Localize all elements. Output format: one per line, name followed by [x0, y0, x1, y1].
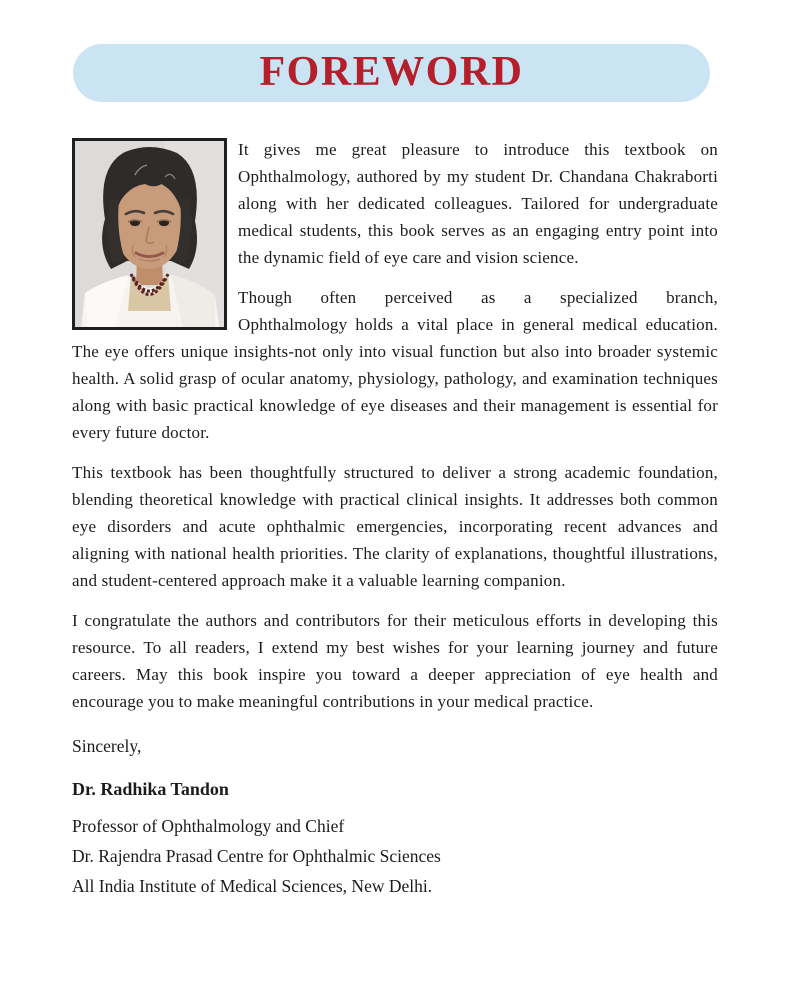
signature-institution-aiims: All India Institute of Medical Sciences, New Delhi.: [72, 876, 433, 896]
portrait-illustration: [75, 141, 224, 327]
paragraph-continuation: Ophthalmology holds a vital place in general medical education. The eye offers unique insights-not only into visual function but also into broader systemic health. A solid grasp of ocular anatomy, physiology, pathology, and examination techniques along with basic practical knowledge of eye diseases and their management is essential for every future doctor.: [72, 315, 718, 442]
foreword-banner: [73, 44, 710, 102]
signature-name: Dr. Radhika Tandon: [72, 779, 229, 799]
paragraph-structure: This textbook has been thoughtfully structured to deliver a strong academic foundation, blending theoretical knowledge with practical clinical insights. It addresses both common eye disorders and acute ophthalmic emergencies, incorporating recent advances and aligning with national health priorities. The clarity of explanations, thoughtful illustrations, and student-centered approach make it a valuable learning companion.: [72, 463, 718, 590]
page-title: FOREWORD: [259, 49, 524, 95]
paragraph-intro: It gives me great pleasure to introduce this textbook on Ophthalmology, authored by my student Dr. Chandana Chakraborti along with her dedicated colleagues. Tailored for undergraduate medical students, this book serves as an engaging entry point into the dynamic field of eye care and vision science.: [238, 140, 718, 267]
paragraph-lead-line: Though often perceived as a specialized branch,: [238, 288, 718, 307]
paragraph-congratulations: I congratulate the authors and contributors for their meticulous efforts in developing this resource. To all readers, I extend my best wishes for your learning journey and future careers. May this book inspire you toward a deeper appreciation of eye health and encourage you to make meaningful contributions in your medical practice.: [72, 611, 718, 711]
signature-block: [72, 733, 718, 901]
foreword-content: [72, 136, 718, 901]
author-portrait-photo: [72, 138, 227, 330]
signature-salutation: Sincerely,: [72, 736, 142, 756]
signature-institution-centre: Dr. Rajendra Prasad Centre for Ophthalmic Sciences: [72, 846, 441, 866]
signature-role: Professor of Ophthalmology and Chief: [72, 816, 345, 836]
